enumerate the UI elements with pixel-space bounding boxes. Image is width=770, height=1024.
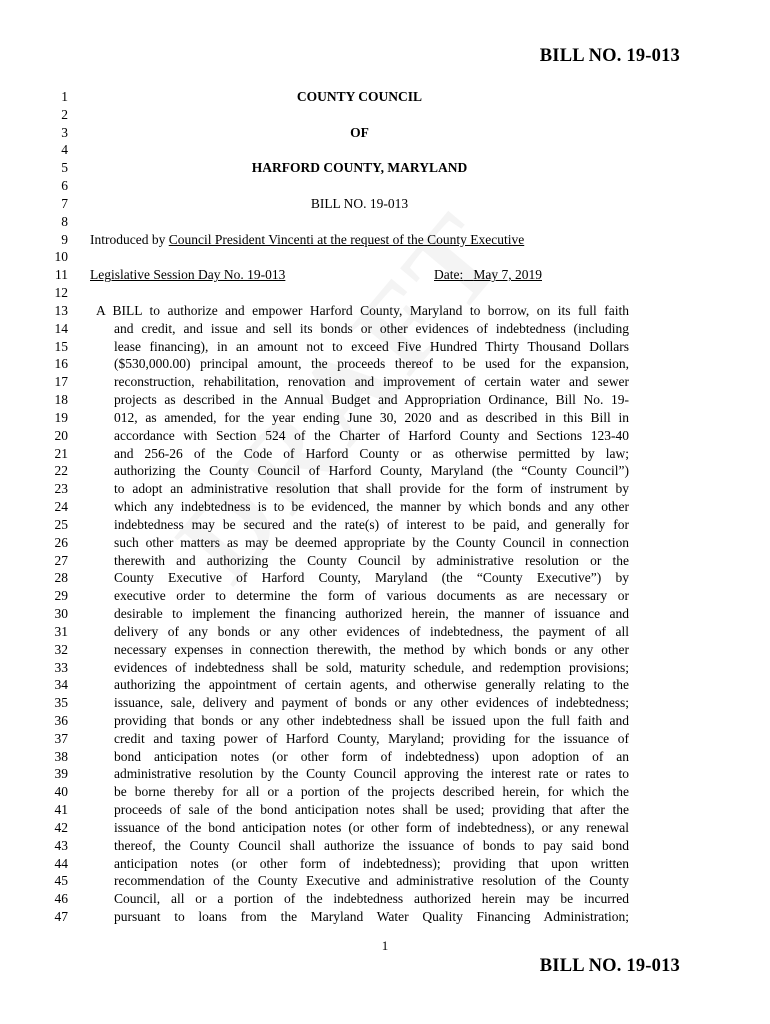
session-day-label: Legislative Session Day No. 19-013 <box>90 267 286 283</box>
line-number: 35 <box>54 695 68 711</box>
blank-line <box>90 213 629 231</box>
line-number: 12 <box>54 285 68 301</box>
line-number: 15 <box>54 338 68 354</box>
line-number: 46 <box>54 891 68 907</box>
line-number: 19 <box>54 409 68 425</box>
introduced-by-line <box>90 231 629 249</box>
body-text-line: delivery of any bonds or any other evidences of indebtedness, the payment of all <box>114 623 629 639</box>
line-number: 9 <box>61 231 68 247</box>
line-number: 23 <box>54 481 68 497</box>
body-text-line: County Executive of Harford County, Maryland (the “County Executive”) by <box>114 570 629 586</box>
line-number: 37 <box>54 730 68 746</box>
line-number: 34 <box>54 677 68 693</box>
line-number: 27 <box>54 552 68 568</box>
line-number: 47 <box>54 909 68 925</box>
body-text-line: credit and taxing power of Harford County, Maryland; providing for the issuance of <box>114 730 629 746</box>
line-number: 41 <box>54 802 68 818</box>
line-number: 8 <box>61 213 68 229</box>
line-number: 7 <box>61 195 68 211</box>
line-number: 32 <box>54 641 68 657</box>
body-text-line: evidences of indebtedness shall be sold, maturity schedule, and redemption provisions; <box>114 659 629 675</box>
page-number: 1 <box>381 938 389 953</box>
body-text-line: Council, all or a portion of the indebtedness authorized herein may be incurred <box>114 891 629 907</box>
line-number: 42 <box>54 819 68 835</box>
body-text-line: be borne thereby for all or a portion of the projects described herein, for which the <box>114 784 629 800</box>
body-text-line: pursuant to loans from the Maryland Water Quality Financing Administration; <box>114 909 629 925</box>
blank-line <box>90 106 629 124</box>
line-number: 21 <box>54 445 68 461</box>
body-text-line: such other matters as may be deemed appropriate by the County Council in connection <box>114 534 629 550</box>
line-number: 43 <box>54 837 68 853</box>
blank-line <box>90 248 629 266</box>
line-number: 2 <box>61 106 68 122</box>
body-text-line: bond anticipation notes (or other form of indebtedness) upon adoption of an <box>114 748 629 764</box>
body-text-line: which any indebtedness is to be evidenced, the manner by which bonds and any other <box>114 499 629 515</box>
body-text-line: indebtedness may be secured and the rate(s) of interest to be paid, and generally for <box>114 516 629 532</box>
body-text-line: and credit, and issue and sell its bonds or other evidences of indebtedness (including <box>114 320 629 336</box>
title-bill-number: BILL NO. 19-013 <box>310 195 409 211</box>
line-number-gutter <box>40 88 68 926</box>
body-text-line: desirable to implement the financing authorized herein, the manner of issuance and <box>114 606 629 622</box>
body-text-line: A BILL to authorize and empower Harford County, Maryland to borrow, on its full faith <box>96 302 629 318</box>
body-text-line: to adopt an administrative resolution that shall provide for the form of instrument by <box>114 481 629 497</box>
line-number: 22 <box>54 463 68 479</box>
line-number: 38 <box>54 748 68 764</box>
introduced-by-label: Introduced by <box>90 231 169 247</box>
line-number: 30 <box>54 606 68 622</box>
line-number: 14 <box>54 320 68 336</box>
blank-line <box>90 284 629 302</box>
line-number: 4 <box>61 142 68 158</box>
introduced-by-sponsor: Council President Vincenti at the request of the County Executive <box>168 231 525 247</box>
blank-line <box>90 177 629 195</box>
line-number: 3 <box>61 124 68 140</box>
body-text-line: projects as described in the Annual Budget and Appropriation Ordinance, Bill No. 19- <box>114 392 629 408</box>
date-label: Date: <box>434 267 464 283</box>
line-number: 28 <box>54 570 68 586</box>
body-text-line: therewith and authorizing the County Council by administrative resolution or the <box>114 552 629 568</box>
body-text-line: authorizing the appointment of certain agents, and otherwise generally relating to the <box>114 677 629 693</box>
body-text-line: administrative resolution by the County Council approving the interest rate or rates to <box>114 766 629 782</box>
line-number: 10 <box>54 249 68 265</box>
body-text-line: issuance, sale, delivery and payment of bonds or any other evidences of indebtedness; <box>114 695 629 711</box>
line-number: 11 <box>55 267 68 283</box>
body-text-line: providing that bonds or any other indebtedness shall be issued upon the full faith and <box>114 712 629 728</box>
body-text-line: issuance of the bond anticipation notes (or other form of indebtedness), or any renewal <box>114 819 629 835</box>
line-number: 25 <box>54 516 68 532</box>
blank-line <box>90 141 629 159</box>
title-of: OF <box>350 124 369 140</box>
body-text-line: authorizing the County Council of Harford County, Maryland (the “County Council”) <box>114 463 629 479</box>
line-number: 20 <box>54 427 68 443</box>
bill-description <box>90 302 629 926</box>
header-bill-number: BILL NO. 19-013 <box>539 46 680 66</box>
line-number: 1 <box>61 89 68 104</box>
line-number: 18 <box>54 392 68 408</box>
line-number: 31 <box>54 623 68 639</box>
line-number: 13 <box>54 302 68 318</box>
body-text-line: 012, as amended, for the year ending June 30, 2020 and as described in this Bill in <box>114 409 629 425</box>
footer-bill-number: BILL NO. 19-013 <box>539 956 680 976</box>
line-number: 33 <box>54 659 68 675</box>
body-text-line: reconstruction, rehabilitation, renovation and improvement of certain water and sewer <box>114 374 629 390</box>
line-number: 44 <box>54 855 68 871</box>
line-number: 36 <box>54 712 68 728</box>
body-text-line: accordance with Section 524 of the Charter of Harford County and Sections 123-40 <box>114 427 629 443</box>
line-number: 24 <box>54 499 68 515</box>
body-text-line: executive order to determine the form of various documents as are necessary or <box>114 588 629 604</box>
body-text-line: and 256-26 of the Code of Harford County or as otherwise permitted by law; <box>114 445 629 461</box>
body-text-line: proceeds of sale of the bond anticipation notes shall be used; providing that after the <box>114 802 629 818</box>
body-text-line: necessary expenses in connection therewith, the method by which bonds or any other <box>114 641 629 657</box>
body-text-line: ($530,000.00) principal amount, the proceeds thereof to be used for the expansion, <box>114 356 629 372</box>
title-council: COUNTY COUNCIL <box>296 89 423 104</box>
body-text-line: anticipation notes (or other form of indebtedness); providing that upon written <box>114 855 629 871</box>
session-date <box>434 266 542 284</box>
document-body <box>90 88 629 926</box>
line-number: 26 <box>54 534 68 550</box>
title-county: HARFORD COUNTY, MARYLAND <box>251 160 468 176</box>
line-number: 6 <box>61 178 68 194</box>
line-number: 16 <box>54 356 68 372</box>
body-text-line: recommendation of the County Executive and administrative resolution of the County <box>114 873 629 889</box>
line-number: 45 <box>54 873 68 889</box>
session-line <box>90 266 629 284</box>
line-number: 40 <box>54 784 68 800</box>
line-number: 29 <box>54 588 68 604</box>
line-number: 39 <box>54 766 68 782</box>
body-text-line: lease financing), in an amount not to exceed Five Hundred Thirty Thousand Dollars <box>114 338 629 354</box>
date-value: May 7, 2019 <box>473 267 542 283</box>
body-text-line: thereof, the County Council shall authorize the issuance of bonds to pay said bond <box>114 837 629 853</box>
line-number: 5 <box>61 160 68 176</box>
line-number: 17 <box>54 374 68 390</box>
